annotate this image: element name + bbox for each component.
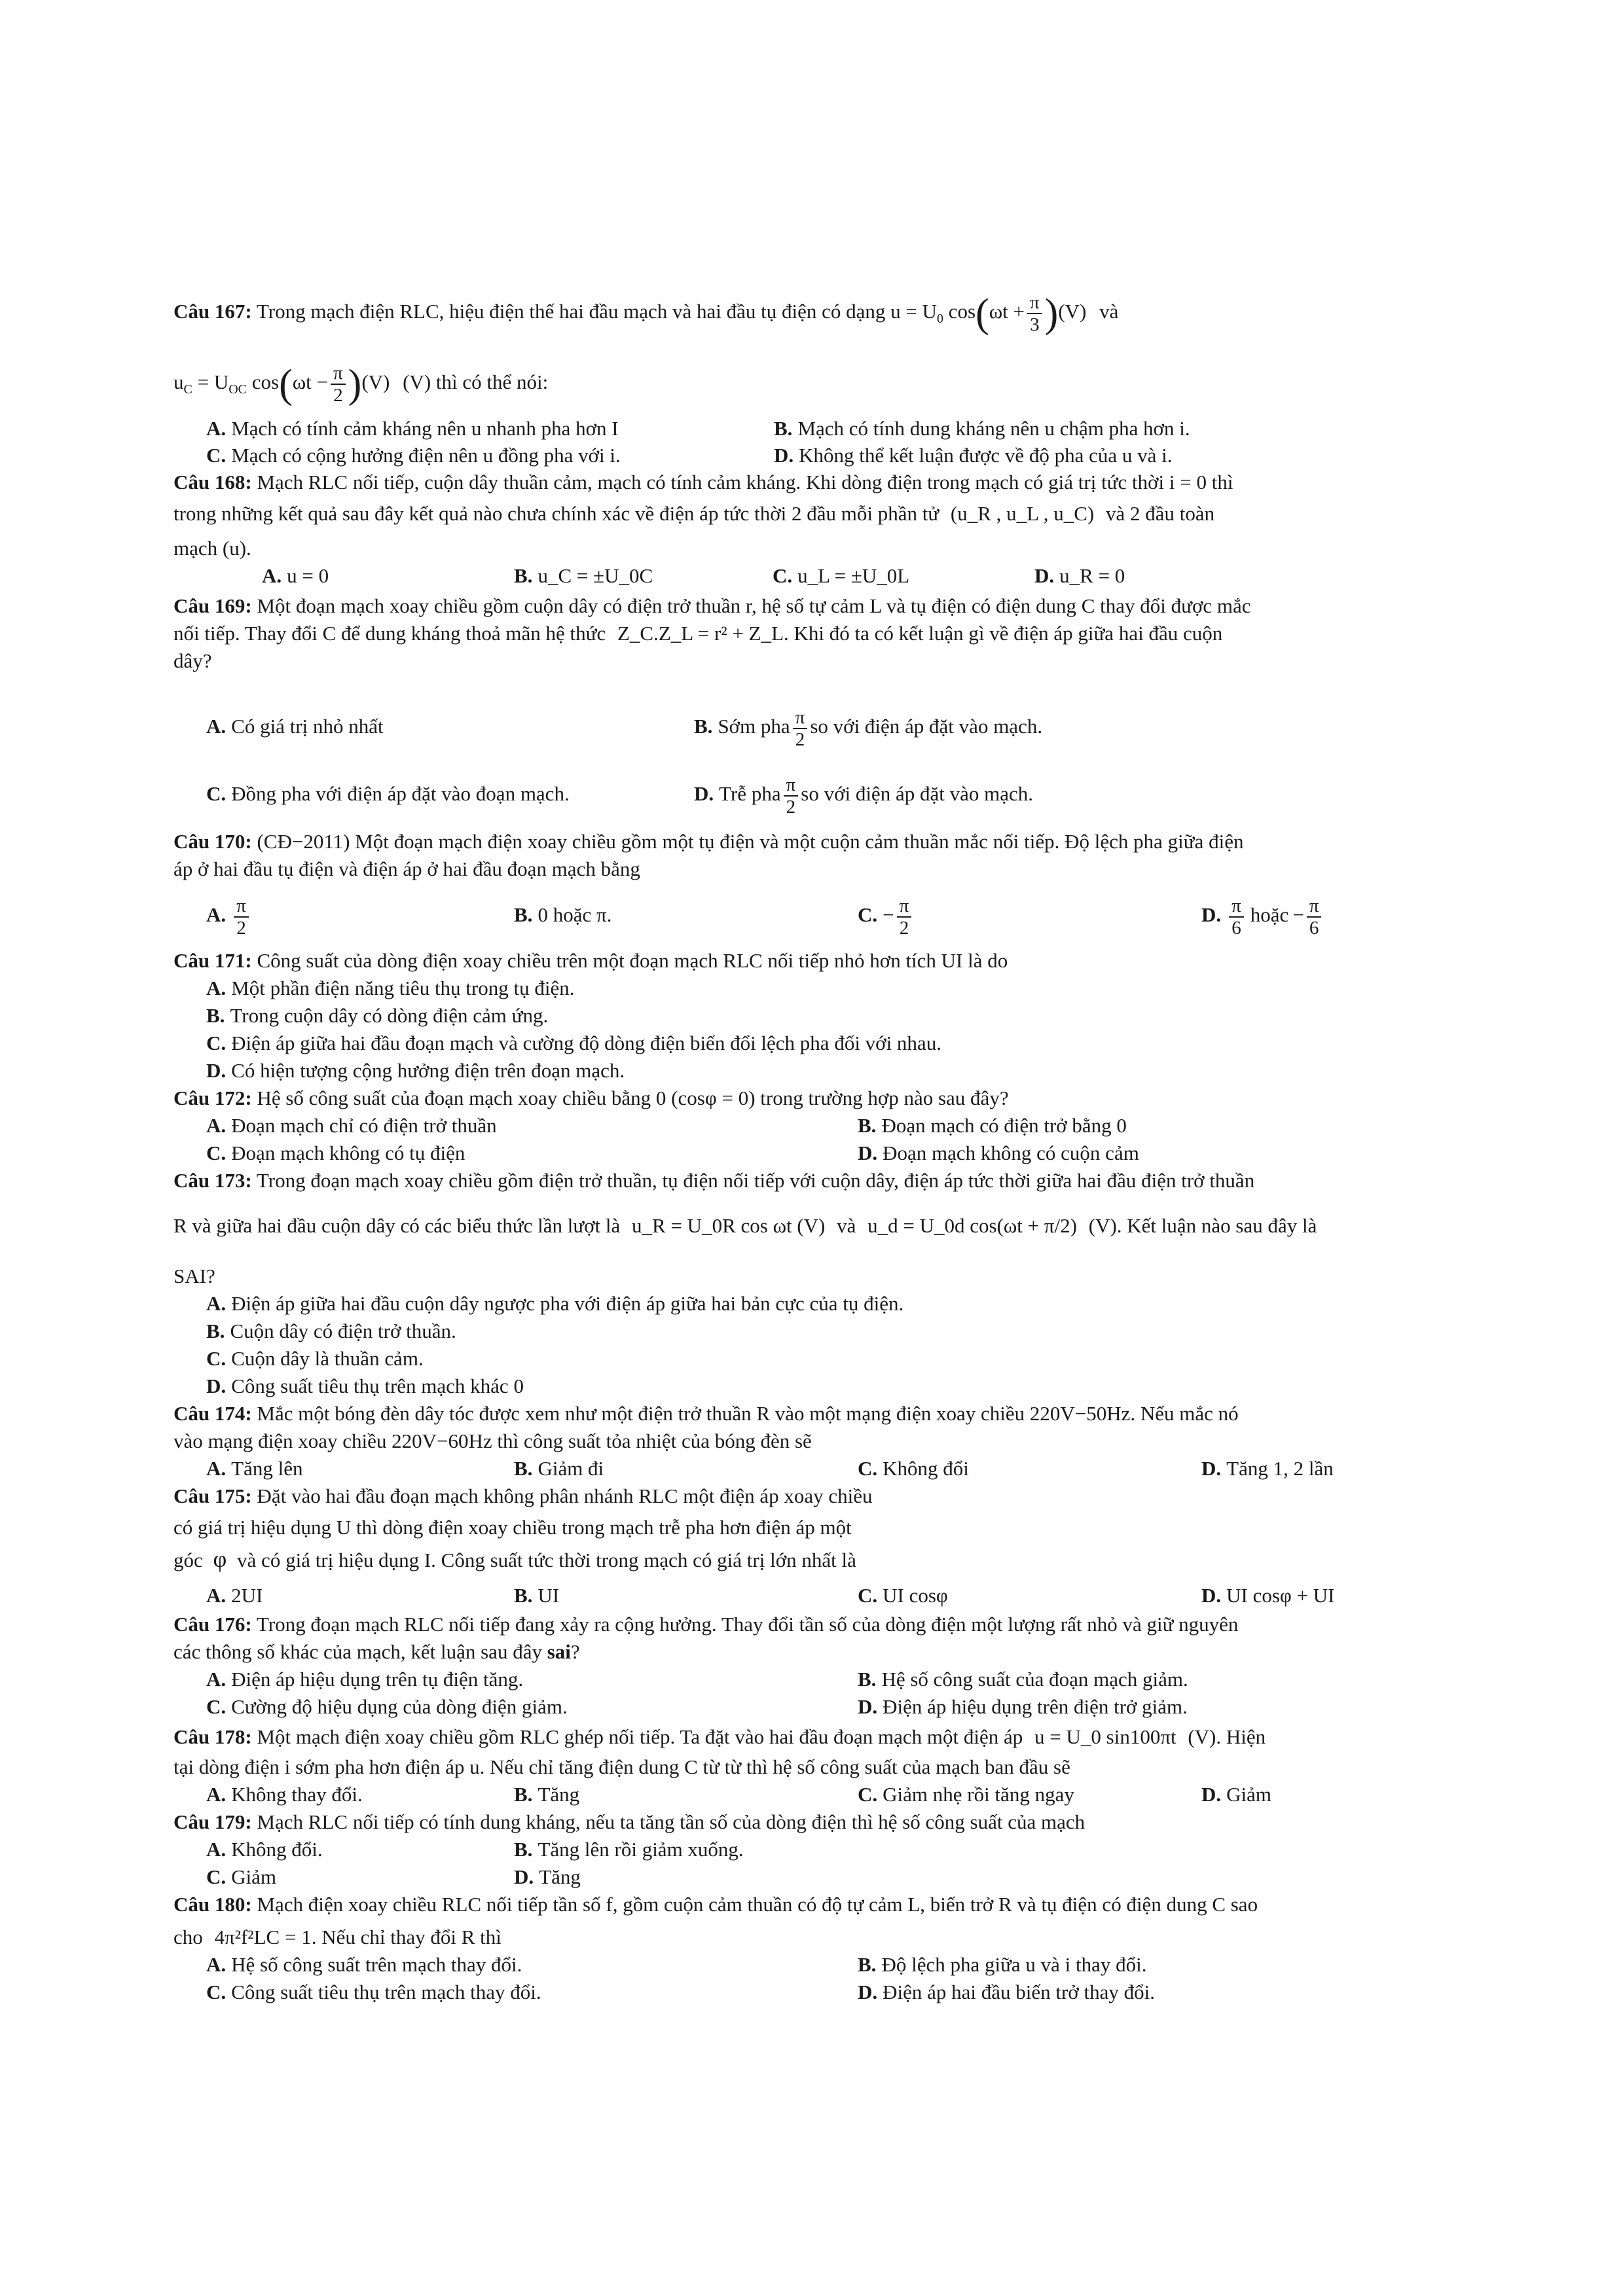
fraction (1307, 895, 1322, 939)
question-text: Trong đoạn mạch RLC nối tiếp đang xảy ra cộng hưởng. Thay đổi tần số của dòng điện một lượng rất nhỏ và giữ nguyên (256, 1613, 1239, 1636)
q168-option-a[interactable] (262, 563, 329, 589)
option-key: C. (206, 444, 227, 467)
option-key: C. (206, 1981, 227, 2003)
option-key: D. (1201, 1783, 1222, 1806)
option-key: B. (514, 1457, 533, 1480)
option-key: D. (858, 1695, 878, 1718)
q168-option-b[interactable] (514, 563, 653, 589)
q167-option-a[interactable] (206, 416, 619, 442)
option-text: Cuộn dây có điện trở thuần. (230, 1319, 456, 1342)
option-text: Một phần điện năng tiêu thụ trong tụ điện. (231, 977, 575, 999)
q168-option-c[interactable] (773, 563, 909, 589)
eq-sub: C (183, 382, 192, 397)
eq-part: = U (192, 370, 229, 394)
option-text: Điện áp hiệu dụng trên điện trở giảm. (883, 1695, 1188, 1718)
question-text: Đặt vào hai đầu đoạn mạch không phân nhánh RLC một điện áp xoay chiều (257, 1484, 873, 1507)
option-text: Công suất tiêu thụ trên mạch thay đổi. (231, 1981, 541, 2003)
question-label: Câu 169: (173, 594, 252, 617)
q168-option-d[interactable] (1034, 563, 1125, 589)
q171-line1 (173, 948, 1008, 974)
fraction (331, 363, 346, 406)
q179-option-d[interactable] (514, 1864, 581, 1890)
q176-line1 (173, 1611, 1238, 1638)
option-text: Độ lệch pha giữa u và i thay đổi. (881, 1953, 1147, 1976)
q175-line1 (173, 1483, 873, 1509)
eq-part: u (173, 370, 184, 394)
fraction (1229, 895, 1244, 939)
option-key: D. (1201, 1457, 1222, 1480)
option-key: A. (262, 564, 282, 587)
option-text: Không thể kết luận được về độ pha của u và i. (799, 444, 1173, 467)
question-label: Câu 171: (173, 949, 252, 972)
question-text: Trong mạch điện RLC, hiệu điện thế hai đầu mạch và hai đầu tụ điện có dạng (256, 300, 886, 323)
q169-option-c[interactable] (206, 781, 570, 807)
q174-option-a[interactable] (206, 1456, 302, 1482)
q180-line2 (173, 1924, 501, 1950)
option-text: Tăng lên rồi giảm xuống. (538, 1838, 744, 1861)
option-key: B. (858, 1953, 877, 1976)
q178-option-c[interactable] (858, 1782, 1074, 1808)
q170-option-b[interactable] (514, 902, 611, 928)
q176-option-a[interactable] (206, 1666, 523, 1693)
q171-option-d[interactable] (206, 1058, 625, 1084)
option-key: D. (1201, 903, 1222, 926)
option-text: Đoạn mạch không có tụ điện (231, 1141, 465, 1164)
option-text: u_C = ±U_0C (538, 564, 653, 587)
frac-num: π (1027, 292, 1042, 314)
option-text: u = 0 (287, 564, 329, 587)
question-text: (CĐ−2011) Một đoạn mạch điện xoay chiều gồm một tụ điện và một cuộn cảm thuần mắc nối tiếp. Độ lệch pha giữa điện (257, 830, 1244, 853)
q169-line2 (173, 620, 1222, 647)
eq-unit: (V) (1058, 300, 1087, 323)
option-key: A. (206, 1668, 227, 1691)
frac-den: 2 (786, 796, 796, 817)
eq-part: u = U (890, 300, 938, 323)
q170-option-d[interactable] (1201, 889, 1324, 941)
option-key: C. (206, 1141, 227, 1164)
q173-line1 (173, 1168, 1254, 1194)
q168-line1 (173, 469, 1233, 495)
option-key: B. (514, 1783, 533, 1806)
question-text: . Nếu chỉ thay đổi R thì (311, 1926, 501, 1948)
eq-part: cos (948, 300, 976, 323)
question-text: Trong đoạn mạch xoay chiều gồm điện trở thuần, tụ điện nối tiếp với cuộn dây, điện áp tức thời giữa hai đầu điện trở thuần (256, 1169, 1255, 1192)
option-text: Không đổi. (231, 1838, 323, 1861)
q167-option-c[interactable] (206, 442, 621, 469)
frac-den: 2 (899, 917, 909, 939)
q173-option-a[interactable] (206, 1291, 903, 1317)
option-text: u_R = 0 (1059, 564, 1125, 587)
q173-option-b[interactable] (206, 1318, 456, 1344)
option-text: Cuộn dây là thuần cảm. (231, 1347, 424, 1370)
option-key: B. (858, 1668, 877, 1691)
option-key: A. (206, 977, 227, 999)
phi-symbol: φ (213, 1546, 227, 1572)
q170-line2: áp ở hai đầu tụ điện và điện áp ở hai đầu đoạn mạch bằng (173, 857, 640, 880)
q178-option-d[interactable] (1201, 1782, 1271, 1808)
option-key: B. (206, 1004, 225, 1027)
eq-unit: (V) (361, 370, 390, 394)
option-text: so với điện áp đặt vào mạch. (801, 782, 1033, 805)
q175-option-a[interactable] (206, 1583, 263, 1609)
math-expression: 4π²f²LC = 1 (214, 1926, 312, 1948)
q174-line1 (173, 1401, 1239, 1427)
option-key: C. (206, 782, 227, 805)
option-key: C. (206, 1347, 227, 1370)
question-text: . Khi đó ta có kết luận gì về điện áp giữa hai đầu cuộn (784, 622, 1223, 645)
frac-den: 6 (1309, 917, 1319, 939)
option-key: A. (206, 715, 227, 738)
q178-line2: tại dòng điện i sớm pha hơn điện áp u. Nếu chỉ tăng điện dung C từ từ thì hệ số công suất của mạch ban đầu sẽ (173, 1755, 1070, 1778)
option-text: so với điện áp đặt vào mạch. (810, 715, 1043, 738)
option-key: D. (774, 444, 794, 467)
equation-uc: $u_C = U_{OC}$ cos(ωt − $\frac{\pi}{2}$ )(V) (173, 362, 390, 406)
q171-option-c[interactable] (206, 1030, 941, 1056)
option-key: A. (206, 1584, 227, 1607)
eq-part: ωt + (989, 300, 1025, 323)
question-text: Công suất của dòng điện xoay chiều trên một đoạn mạch RLC nối tiếp nhỏ hơn tích UI là do (257, 949, 1008, 972)
q173-line3: SAI? (173, 1265, 215, 1287)
question-text: Mạch RLC nối tiếp, cuộn dây thuần cảm, mạch có tính cảm kháng. Khi dòng điện trong mạch có giá trị tức thời i = 0 thì (257, 471, 1233, 493)
fraction (234, 895, 249, 939)
option-text: Mạch có cộng hưởng điện nên u đồng pha với i. (231, 444, 621, 467)
math-expression: Z_C.Z_L = r² + Z_L (617, 622, 784, 645)
question-text: trong những kết quả sau đây kết quả nào chưa chính xác về điện áp tức thời 2 đầu mỗi phần tử (173, 502, 939, 525)
equation-u: $u = U_0$ cos(ωt + $\frac{\pi}{3}$ )(V) (890, 291, 1087, 336)
option-key: A. (206, 1838, 227, 1861)
option-text: Trong cuộn dây có dòng điện cảm ứng. (230, 1004, 549, 1027)
question-text: R và giữa hai đầu cuộn dây có các biểu thức lần lượt là (173, 1214, 621, 1237)
option-text: Điện áp hiệu dụng trên tụ điện tăng. (231, 1668, 524, 1691)
eq-part: cos (251, 370, 280, 394)
q178-line1 (173, 1724, 1266, 1750)
q180-option-c[interactable] (206, 1979, 541, 2005)
option-text: Sớm pha (718, 715, 790, 738)
q167-option-d[interactable] (774, 442, 1173, 469)
option-text: UI (538, 1584, 560, 1607)
q172-option-d[interactable] (858, 1140, 1139, 1166)
q167-line2 (173, 363, 548, 406)
option-key: C. (206, 1865, 227, 1888)
option-text: Giảm đi (538, 1457, 604, 1480)
q179-option-a[interactable] (206, 1837, 323, 1863)
option-key: B. (858, 1114, 877, 1137)
option-text: 2UI (231, 1584, 263, 1607)
question-text: Một mạch điện xoay chiều gồm RLC ghép nối tiếp. Ta đặt vào hai đầu đoạn mạch một điện áp (257, 1725, 1023, 1748)
option-key: A. (206, 1114, 227, 1137)
q174-option-b[interactable] (514, 1456, 604, 1482)
option-text: Đồng pha với điện áp đặt vào đoạn mạch. (231, 782, 570, 805)
option-text: Giảm nhẹ rồi tăng ngay (883, 1783, 1074, 1806)
question-text: và (1099, 300, 1119, 323)
frac-den: 2 (795, 728, 805, 750)
question-label: Câu 170: (173, 830, 252, 853)
option-key: A. (206, 1783, 227, 1806)
option-text: Điện áp giữa hai đầu cuộn dây ngược pha với điện áp giữa hai bản cực của tụ điện. (231, 1292, 904, 1315)
option-key: C. (858, 903, 878, 926)
question-label: Câu 176: (173, 1613, 252, 1636)
option-text: Đoạn mạch không có cuộn cảm (883, 1141, 1139, 1164)
option-key: B. (514, 1584, 533, 1607)
q180-line1 (173, 1892, 1258, 1918)
q175-option-d[interactable] (1201, 1583, 1335, 1609)
math-expression: (u_R , u_L , u_C) (950, 502, 1095, 525)
option-text: Giảm (231, 1865, 277, 1888)
question-text: ? (570, 1640, 580, 1663)
q173-option-d[interactable] (206, 1373, 524, 1399)
q175-line2: có giá trị hiệu dụng U thì dòng điện xoay chiều trong mạch trễ pha hơn điện áp một (173, 1516, 852, 1539)
question-label: Câu 180: (173, 1893, 252, 1916)
frac-num: π (897, 895, 912, 918)
q179-option-b[interactable] (514, 1837, 744, 1863)
q171-option-b[interactable] (206, 1003, 548, 1029)
option-key: D. (858, 1981, 878, 2003)
question-label: Câu 174: (173, 1402, 252, 1425)
q171-option-a[interactable] (206, 975, 574, 1001)
option-text: UI cosφ (883, 1584, 948, 1607)
option-key: A. (206, 1953, 227, 1976)
question-text: cho (173, 1926, 203, 1948)
q175-option-c[interactable] (858, 1583, 948, 1609)
option-text: Tăng lên (231, 1457, 303, 1480)
frac-den: 6 (1231, 917, 1241, 939)
math-expression: u = U_0 sin100πt (1034, 1725, 1176, 1748)
q169-line3: dây? (173, 649, 212, 672)
q172-option-b[interactable] (858, 1113, 1127, 1139)
q180-option-a[interactable] (206, 1952, 522, 1978)
q173-option-c[interactable] (206, 1346, 424, 1372)
q172-option-c[interactable] (206, 1140, 465, 1166)
option-key: C. (206, 1031, 227, 1054)
option-text: Điện áp giữa hai đầu đoạn mạch và cường độ dòng điện biến đổi lệch pha đối với nhau. (231, 1031, 941, 1054)
question-label: Câu 168: (173, 471, 252, 493)
frac-num: π (1229, 895, 1244, 918)
q180-option-b[interactable] (858, 1952, 1147, 1978)
q179-option-c[interactable] (206, 1864, 276, 1890)
option-key: D. (694, 782, 714, 805)
q172-option-a[interactable] (206, 1113, 497, 1139)
option-key: D. (1034, 564, 1055, 587)
question-text: và có giá trị hiệu dụng I. Công suất tức thời trong mạch có giá trị lớn nhất là (237, 1549, 856, 1571)
q179-line1 (173, 1809, 1085, 1835)
sign: − (1292, 903, 1304, 926)
frac-num: π (1307, 895, 1322, 918)
question-label: Câu 179: (173, 1810, 252, 1833)
q180-option-d[interactable] (858, 1979, 1155, 2005)
option-text: Đoạn mạch có điện trở bằng 0 (881, 1114, 1127, 1137)
option-text: Điện áp hai đầu biến trở thay đổi. (883, 1981, 1155, 2003)
option-key: C. (773, 564, 793, 587)
option-key: C. (206, 1695, 227, 1718)
question-text: Mắc một bóng đèn dây tóc được xem như một điện trở thuần R vào một mạng điện xoay chiều 220V−50Hz. Nếu mắc nó (257, 1402, 1239, 1425)
q168-line3: mạch (u). (173, 537, 251, 560)
option-key: C. (858, 1584, 878, 1607)
emphasis-word: sai (547, 1640, 571, 1663)
option-text: Hệ số công suất của đoạn mạch giảm. (881, 1668, 1188, 1691)
option-key: B. (514, 1838, 533, 1861)
q167-line1 (173, 292, 1118, 335)
q169-option-a[interactable] (206, 713, 384, 740)
option-text: Có hiện tượng cộng hưởng điện trên đoạn mạch. (231, 1059, 625, 1082)
question-label: Câu 178: (173, 1725, 252, 1748)
option-text: Tăng 1, 2 lần (1226, 1457, 1334, 1480)
option-key: B. (514, 903, 533, 926)
q178-option-b[interactable] (514, 1782, 579, 1808)
option-text: Cường độ hiệu dụng của dòng điện giảm. (231, 1695, 568, 1718)
q176-option-d[interactable] (858, 1694, 1188, 1720)
math-expression: u_d = U_0d cos(ωt + π/2) (867, 1214, 1077, 1237)
q169-option-d[interactable] (694, 768, 1033, 820)
fraction (793, 707, 808, 750)
option-text: Mạch có tính cảm kháng nên u nhanh pha hơn I (231, 417, 619, 440)
option-text: Đoạn mạch chỉ có điện trở thuần (231, 1114, 497, 1137)
option-text: Có giá trị nhỏ nhất (231, 715, 384, 738)
q169-option-b[interactable] (694, 700, 1042, 753)
fraction (897, 895, 912, 939)
question-text: Hệ số công suất của đoạn mạch xoay chiều bằng 0 (cosφ = 0) trong trường hợp nào sau đây? (257, 1086, 1009, 1109)
option-text: 0 hoặc π. (538, 903, 612, 926)
option-key: A. (206, 903, 227, 926)
q170-line1 (173, 829, 1243, 855)
option-key: A. (206, 1457, 227, 1480)
option-text: Công suất tiêu thụ trên mạch khác 0 (231, 1374, 524, 1397)
option-text: Không đổi (883, 1457, 969, 1480)
question-text: (V). Hiện (1188, 1725, 1266, 1748)
frac-den: 2 (236, 917, 246, 939)
eq-sub: OC (228, 382, 247, 397)
option-text: u_L = ±U_0L (797, 564, 910, 587)
option-text: Mạch có tính dung kháng nên u chậm pha hơn i. (797, 417, 1190, 440)
sign: − (883, 903, 894, 926)
question-text: góc (173, 1549, 203, 1571)
fraction (784, 774, 799, 817)
option-key: B. (514, 564, 533, 587)
fraction (1027, 292, 1042, 335)
option-text: Tăng (538, 1783, 580, 1806)
q176-line2 (173, 1639, 580, 1665)
question-text: Mạch điện xoay chiều RLC nối tiếp tần số f, gồm cuộn cảm thuần có độ tự cảm L, biến trở R và tụ điện có điện dung C sao (257, 1893, 1258, 1916)
option-key: C. (858, 1783, 878, 1806)
q174-option-c[interactable] (858, 1456, 969, 1482)
q170-option-c[interactable] (858, 889, 914, 941)
option-key: A. (206, 1292, 227, 1315)
q173-line2 (173, 1213, 1317, 1239)
question-text: Một đoạn mạch xoay chiều gồm cuộn dây có điện trở thuần r, hệ số tự cảm L và tụ điện có điện dung C thay đổi được mắc (257, 594, 1251, 617)
option-key: D. (206, 1374, 227, 1397)
q168-line2 (173, 501, 1214, 527)
question-text: và (837, 1214, 856, 1237)
option-key: B. (694, 715, 713, 738)
option-key: D. (514, 1865, 534, 1888)
q170-option-a[interactable] (206, 889, 251, 941)
option-text: Giảm (1226, 1783, 1272, 1806)
option-text: UI cosφ + UI (1226, 1584, 1335, 1607)
q178-option-a[interactable] (206, 1782, 363, 1808)
frac-num: π (234, 895, 249, 918)
eq-part: ωt − (292, 370, 328, 394)
question-text: (V). Kết luận nào sau đây là (1088, 1214, 1317, 1237)
option-key: D. (206, 1059, 227, 1082)
frac-den: 2 (333, 385, 343, 406)
option-text: Trễ pha (719, 782, 781, 805)
option-text: Hệ số công suất trên mạch thay đổi. (231, 1953, 522, 1976)
question-text: các thông số khác của mạch, kết luận sau đây (173, 1640, 542, 1663)
option-text: Tăng (539, 1865, 581, 1888)
question-text: (V) thì có thể nói: (403, 370, 549, 394)
frac-num: π (793, 707, 808, 729)
math-expression: u_R = U_0R cos ωt (V) (632, 1214, 826, 1237)
option-key: D. (1201, 1584, 1222, 1607)
option-text: hoặc (1250, 903, 1289, 926)
q174-line2: vào mạng điện xoay chiều 220V−60Hz thì công suất tỏa nhiệt của bóng đèn sẽ (173, 1429, 812, 1452)
question-text: và 2 đầu toàn (1105, 502, 1215, 525)
question-text: nối tiếp. Thay đổi C để dung kháng thoả mãn hệ thức (173, 622, 606, 645)
option-key: C. (858, 1457, 878, 1480)
frac-num: π (784, 774, 799, 797)
eq-sub: 0 (937, 312, 944, 327)
q176-option-b[interactable] (858, 1666, 1188, 1693)
question-text: Mạch RLC nối tiếp có tính dung kháng, nếu ta tăng tần số của dòng điện thì hệ số công suất của mạch (257, 1810, 1085, 1833)
q174-option-d[interactable] (1201, 1456, 1334, 1482)
question-label: Câu 173: (173, 1169, 252, 1192)
q176-option-c[interactable] (206, 1694, 568, 1720)
frac-den: 3 (1030, 314, 1040, 335)
option-key: B. (774, 417, 793, 440)
question-label: Câu 172: (173, 1086, 252, 1109)
option-key: D. (858, 1141, 878, 1164)
q172-line1 (173, 1085, 1009, 1111)
q169-line1 (173, 593, 1250, 619)
option-text: Không thay đổi. (231, 1783, 363, 1806)
question-label: Câu 167: (173, 300, 252, 323)
q175-line3 (173, 1546, 856, 1573)
option-key: A. (206, 417, 227, 440)
q175-option-b[interactable] (514, 1583, 559, 1609)
q167-option-b[interactable] (774, 416, 1190, 442)
question-label: Câu 175: (173, 1484, 252, 1507)
frac-num: π (331, 363, 346, 385)
option-key: B. (206, 1319, 225, 1342)
